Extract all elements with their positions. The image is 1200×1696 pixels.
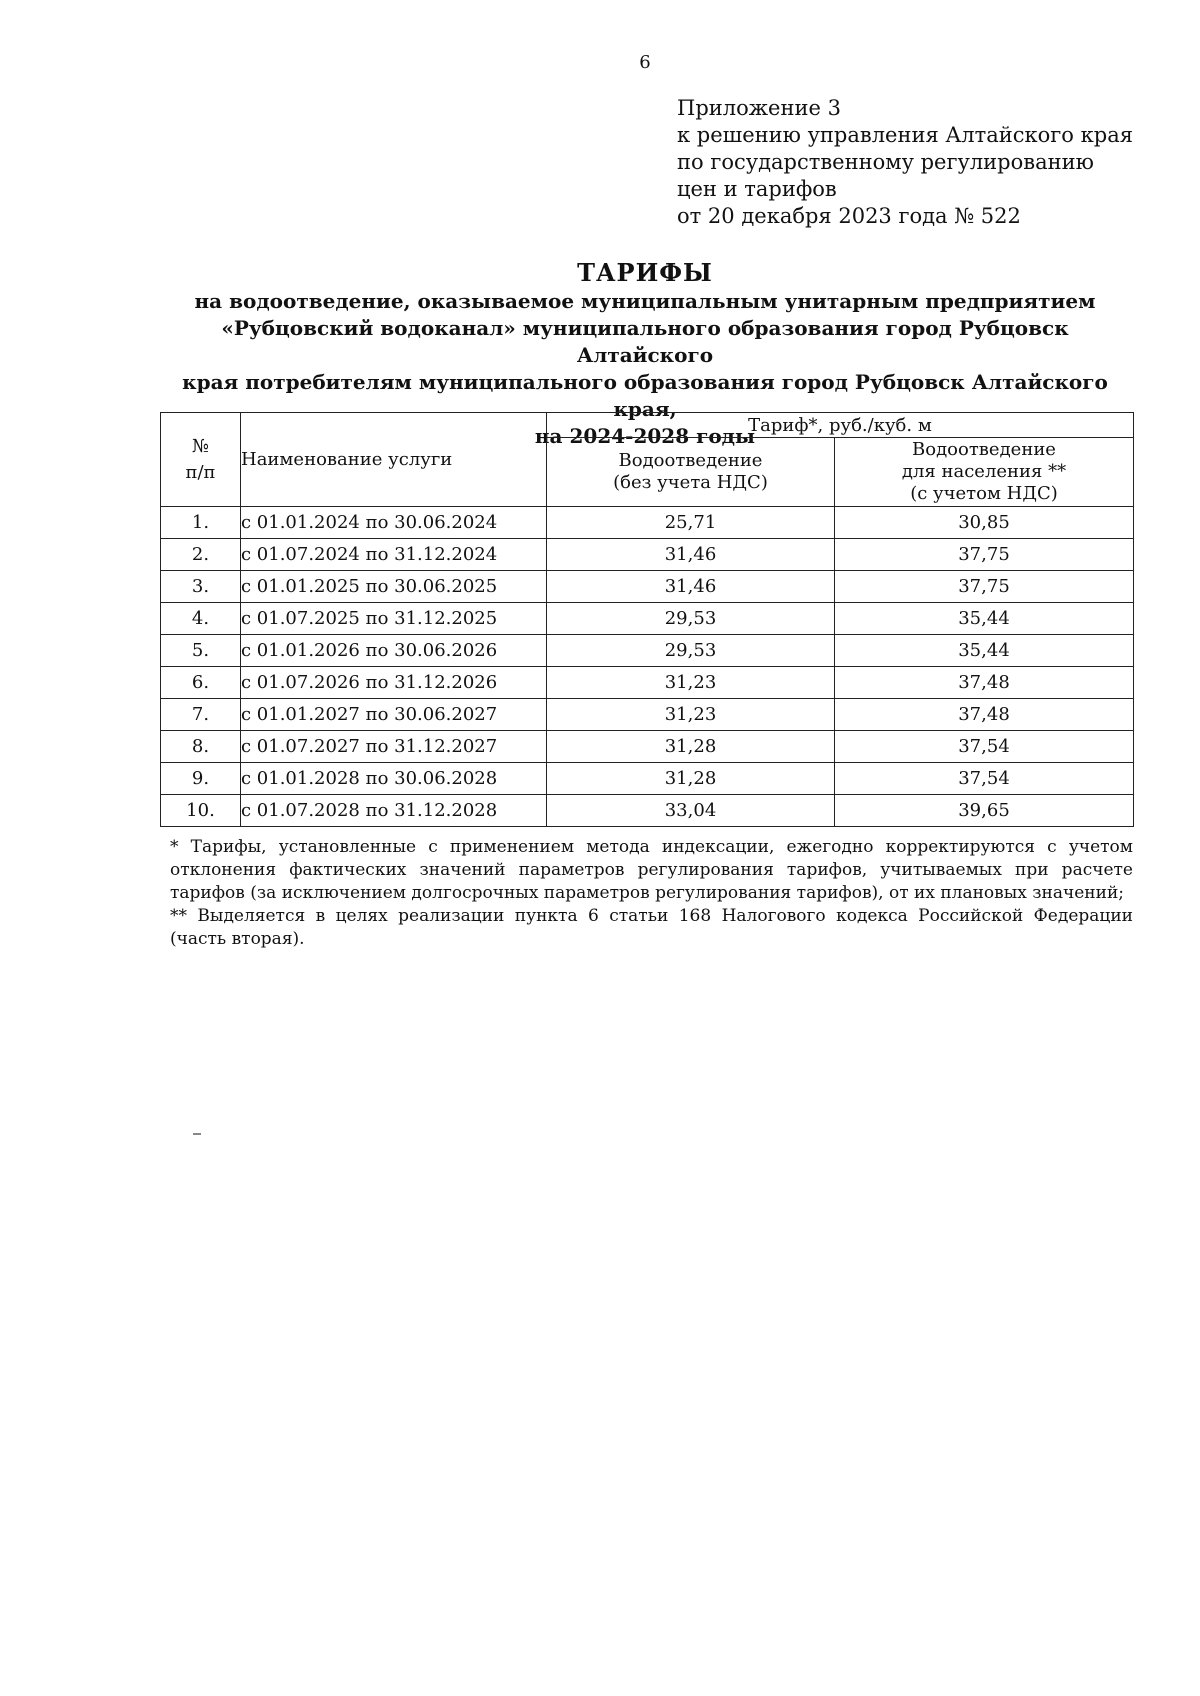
header-text: Водоотведение bbox=[618, 450, 763, 471]
appendix-line: к решению управления Алтайского края bbox=[677, 123, 1133, 147]
service-period: с 01.01.2028 по 30.06.2028 bbox=[241, 763, 547, 795]
title-line: на водоотведение, оказываемое муниципальным унитарным предприятием bbox=[194, 289, 1096, 313]
tariff-population: 37,48 bbox=[835, 667, 1134, 699]
row-number: 3. bbox=[161, 571, 241, 603]
title-line: края потребителям муниципального образования город Рубцовск Алтайского края, bbox=[182, 370, 1108, 421]
tariff-no-vat: 29,53 bbox=[547, 635, 835, 667]
tariff-population: 30,85 bbox=[835, 507, 1134, 539]
tariff-population: 35,44 bbox=[835, 603, 1134, 635]
appendix-line: Приложение 3 bbox=[677, 96, 841, 120]
tariff-no-vat: 25,71 bbox=[547, 507, 835, 539]
header-number-symbol: № bbox=[191, 435, 210, 457]
service-period: с 01.07.2028 по 31.12.2028 bbox=[241, 795, 547, 827]
tariff-population: 37,54 bbox=[835, 731, 1134, 763]
header-number-abbr: п/п bbox=[185, 461, 216, 483]
service-period: с 01.01.2024 по 30.06.2024 bbox=[241, 507, 547, 539]
service-period: с 01.07.2026 по 31.12.2026 bbox=[241, 667, 547, 699]
table-row bbox=[161, 571, 1134, 603]
tariff-no-vat: 31,23 bbox=[547, 699, 835, 731]
page-number: 6 bbox=[639, 52, 651, 73]
header-tariff-no-vat bbox=[547, 438, 835, 507]
appendix-header bbox=[677, 95, 1157, 230]
scan-artifact bbox=[193, 1133, 201, 1135]
tariff-no-vat: 31,23 bbox=[547, 667, 835, 699]
header-tariff-group: Тариф*, руб./куб. м bbox=[547, 413, 1134, 438]
tariff-population: 35,44 bbox=[835, 635, 1134, 667]
row-number: 6. bbox=[161, 667, 241, 699]
table-row bbox=[161, 763, 1134, 795]
footnote: ** Выделяется в целях реализации пункта 6 статьи 168 Налогового кодекса Российской Федерации (часть вторая). bbox=[170, 906, 1133, 949]
row-number: 5. bbox=[161, 635, 241, 667]
service-period: с 01.07.2027 по 31.12.2027 bbox=[241, 731, 547, 763]
tariff-no-vat: 33,04 bbox=[547, 795, 835, 827]
table-row bbox=[161, 539, 1134, 571]
service-period: с 01.01.2025 по 30.06.2025 bbox=[241, 571, 547, 603]
row-number: 9. bbox=[161, 763, 241, 795]
tariff-population: 37,48 bbox=[835, 699, 1134, 731]
appendix-line: по государственному регулированию bbox=[677, 150, 1094, 174]
header-text: для населения ** bbox=[901, 461, 1067, 482]
table-row bbox=[161, 635, 1134, 667]
appendix-line: от 20 декабря 2023 года № 522 bbox=[677, 204, 1021, 228]
service-period: с 01.07.2025 по 31.12.2025 bbox=[241, 603, 547, 635]
header-text: (с учетом НДС) bbox=[910, 483, 1058, 504]
tariff-no-vat: 29,53 bbox=[547, 603, 835, 635]
service-period: с 01.07.2024 по 31.12.2024 bbox=[241, 539, 547, 571]
table-row bbox=[161, 699, 1134, 731]
table-row bbox=[161, 507, 1134, 539]
tariff-no-vat: 31,46 bbox=[547, 571, 835, 603]
footnotes bbox=[170, 836, 1133, 951]
tariff-no-vat: 31,46 bbox=[547, 539, 835, 571]
tariff-population: 37,75 bbox=[835, 539, 1134, 571]
row-number: 4. bbox=[161, 603, 241, 635]
table-row bbox=[161, 795, 1134, 827]
service-period: с 01.01.2026 по 30.06.2026 bbox=[241, 635, 547, 667]
service-period: с 01.01.2027 по 30.06.2027 bbox=[241, 699, 547, 731]
title-main: ТАРИФЫ bbox=[577, 258, 713, 287]
appendix-line: цен и тарифов bbox=[677, 177, 837, 201]
tariff-population: 37,75 bbox=[835, 571, 1134, 603]
header-service-name: Наименование услуги bbox=[241, 413, 547, 507]
tariff-population: 37,54 bbox=[835, 763, 1134, 795]
title-line: на 2024-2028 годы bbox=[534, 424, 756, 448]
tariff-no-vat: 31,28 bbox=[547, 731, 835, 763]
header-number bbox=[161, 413, 241, 507]
tariff-table bbox=[160, 412, 1134, 827]
row-number: 8. bbox=[161, 731, 241, 763]
tariff-population: 39,65 bbox=[835, 795, 1134, 827]
table-row bbox=[161, 603, 1134, 635]
tariff-no-vat: 31,28 bbox=[547, 763, 835, 795]
header-text: (без учета НДС) bbox=[613, 472, 768, 493]
header-text: Водоотведение bbox=[912, 439, 1056, 460]
header-tariff-population bbox=[835, 438, 1134, 507]
table-row bbox=[161, 667, 1134, 699]
row-number: 1. bbox=[161, 507, 241, 539]
title-line: «Рубцовский водоканал» муниципального образования город Рубцовск Алтайского bbox=[221, 316, 1069, 367]
row-number: 10. bbox=[161, 795, 241, 827]
footnote: * Тарифы, установленные с применением метода индексации, ежегодно корректируются с учетом отклонения фактических значений параметров регулирования тарифов, учитываемых при расчете тарифов (за исключением долгосрочных параметров регулирования тарифов), от их плановых значений; bbox=[170, 837, 1133, 903]
table-row bbox=[161, 731, 1134, 763]
row-number: 7. bbox=[161, 699, 241, 731]
row-number: 2. bbox=[161, 539, 241, 571]
